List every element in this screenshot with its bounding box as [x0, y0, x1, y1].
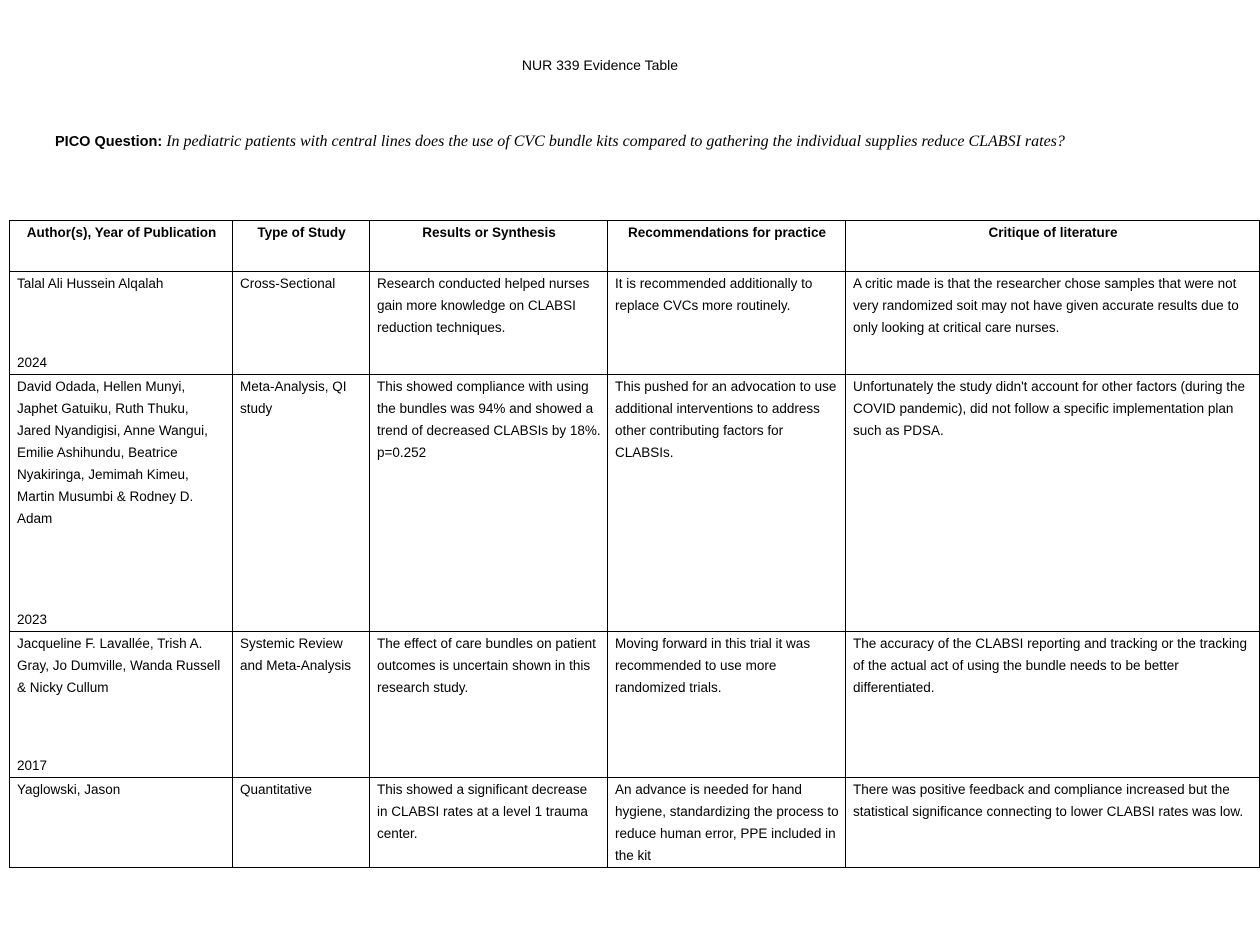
- publication-year: 2024: [17, 355, 48, 370]
- results-cell: Research conducted helped nurses gain more knowledge on CLABSI reduction techniques.: [370, 272, 608, 375]
- authors-text: Talal Ali Hussein Alqalah: [17, 276, 164, 291]
- authors-text: David Odada, Hellen Munyi, Japhet Gatuiku, Ruth Thuku, Jared Nyandigisi, Anne Wangui, Emilie Ashihundu, Beatrice Nyakiringa, Jemimah Kimeu, Martin Musumbi & Rodney D. Adam: [17, 379, 208, 526]
- table-row: [10, 632, 1260, 778]
- study-type-cell: Meta-Analysis, QI study: [233, 375, 370, 632]
- header-results: Results or Synthesis: [370, 221, 608, 272]
- table-row: [10, 272, 1260, 375]
- evidence-table: [9, 220, 1260, 868]
- publication-year: 2017: [17, 758, 48, 773]
- results-cell: This showed compliance with using the bundles was 94% and showed a trend of decreased CLABSIs by 18%. p=0.252: [370, 375, 608, 632]
- table-row: [10, 778, 1260, 868]
- authors-text: Yaglowski, Jason: [17, 782, 121, 797]
- study-type-cell: Systemic Review and Meta-Analysis: [233, 632, 370, 778]
- pico-question: [55, 131, 1155, 153]
- recommendations-cell: This pushed for an advocation to use additional interventions to address other contributing factors for CLABSIs.: [608, 375, 846, 632]
- critique-cell: Unfortunately the study didn't account for other factors (during the COVID pandemic), did not follow a specific implementation plan such as PDSA.: [846, 375, 1260, 632]
- study-type-cell: Cross-Sectional: [233, 272, 370, 375]
- header-critique: Critique of literature: [846, 221, 1260, 272]
- critique-cell: A critic made is that the researcher chose samples that were not very randomized soit may not have given accurate results due to only looking at critical care nurses.: [846, 272, 1260, 375]
- recommendations-cell: Moving forward in this trial it was recommended to use more randomized trials.: [608, 632, 846, 778]
- author-cell: [10, 272, 233, 375]
- header-authors: Author(s), Year of Publication: [10, 221, 233, 272]
- table-header-row: [10, 221, 1260, 272]
- author-cell: [10, 632, 233, 778]
- study-type-cell: Quantitative: [233, 778, 370, 868]
- publication-year: 2023: [17, 612, 48, 627]
- header-recommendations: Recommendations for practice: [608, 221, 846, 272]
- pico-label: PICO Question:: [55, 134, 163, 150]
- critique-cell: There was positive feedback and compliance increased but the statistical significance connecting to lower CLABSI rates was low.: [846, 778, 1260, 868]
- recommendations-cell: It is recommended additionally to replace CVCs more routinely.: [608, 272, 846, 375]
- page-title: NUR 339 Evidence Table: [521, 57, 679, 73]
- pico-question-text: In pediatric patients with central lines does the use of CVC bundle kits compared to gathering the individual supplies reduce CLABSI rates?: [166, 133, 1065, 150]
- authors-text: Jacqueline F. Lavallée, Trish A. Gray, Jo Dumville, Wanda Russell & Nicky Cullum: [17, 636, 221, 695]
- results-cell: This showed a significant decrease in CLABSI rates at a level 1 trauma center.: [370, 778, 608, 868]
- recommendations-cell: An advance is needed for hand hygiene, standardizing the process to reduce human error, PPE included in the kit: [608, 778, 846, 868]
- table-row: [10, 375, 1260, 632]
- author-cell: [10, 375, 233, 632]
- author-cell: [10, 778, 233, 868]
- header-type: Type of Study: [233, 221, 370, 272]
- critique-cell: The accuracy of the CLABSI reporting and tracking or the tracking of the actual act of using the bundle needs to be better differentiated.: [846, 632, 1260, 778]
- results-cell: The effect of care bundles on patient outcomes is uncertain shown in this research study.: [370, 632, 608, 778]
